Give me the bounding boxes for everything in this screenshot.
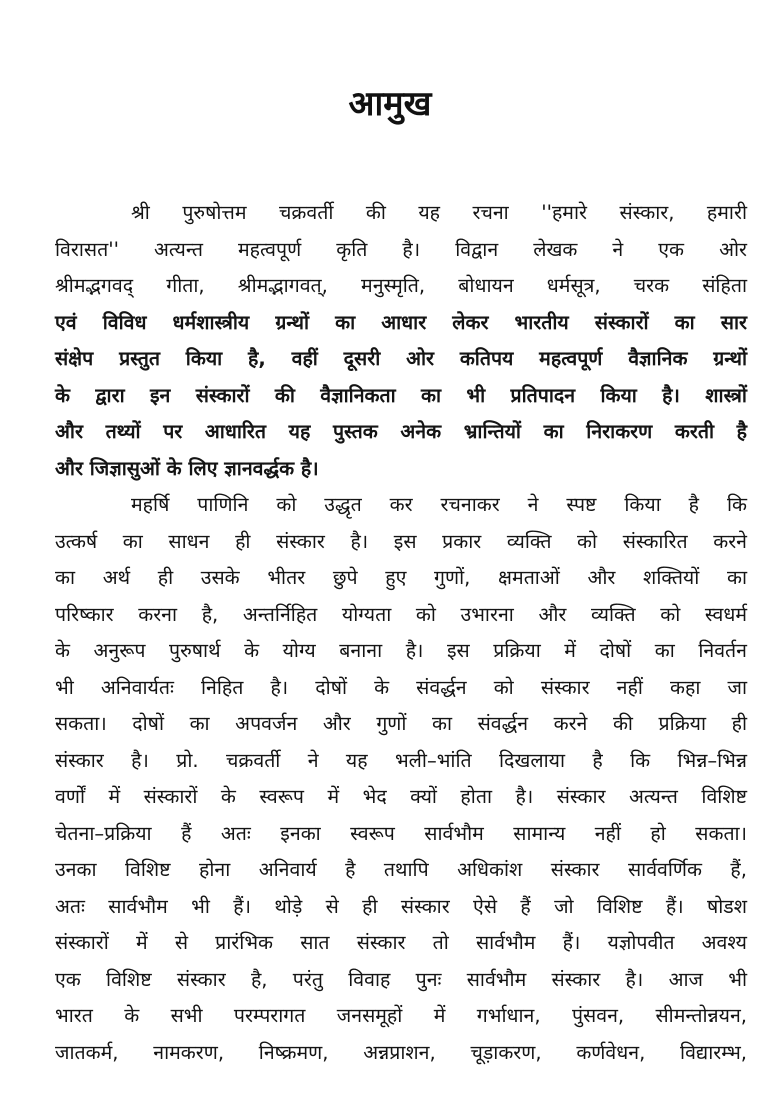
text-line: चेतना–प्रक्रिया हैं अतः इनका स्वरूप सार्वभौम सामान्य नहीं हो सकता।: [55, 821, 747, 845]
text-line: महर्षि पाणिनि को उद्धृत कर रचनाकर ने स्पष्ट किया है कि: [131, 493, 747, 516]
text-line: संस्कार है। प्रो. चक्रवर्ती ने यह भली–भांति दिखलाया है कि भिन्न–भिन्न: [55, 748, 747, 772]
text-line: एक विशिष्ट संस्कार है, परंतु विवाह पुनः सार्वभौम संस्कार है। आज भी: [55, 967, 747, 991]
text-line: अतः सार्वभौम भी हैं। थोड़े से ही संस्कार ऐसे हैं जो विशिष्ट हैं। षोडश: [55, 894, 747, 918]
text-line: सकता। दोषों का अपवर्जन और गुणों का संवर्द्धन करने की प्रक्रिया ही: [55, 712, 747, 735]
preface-body: [55, 195, 747, 1071]
text-line: भी अनिवार्यतः निहित है। दोषों के संवर्द्धन को संस्कार नहीं कहा जा: [55, 675, 747, 699]
text-line: के द्वारा इन संस्कारों की वैज्ञानिकता का भी प्रतिपादन किया है। शास्त्रों: [55, 383, 747, 407]
text-line: संस्कारों में से प्रारंभिक सात संस्कार तो सार्वभौम हैं। यज्ञोपवीत अवश्य: [55, 931, 747, 954]
text-line: परिष्कार करना है, अन्तर्निहित योग्यता को उभारना और व्यक्ति को स्वधर्म: [55, 602, 747, 626]
text-line: भारत के सभी परम्परागत जनसमूहों में गर्भाधान, पुंसवन, सीमन्तोन्नयन,: [55, 1004, 747, 1027]
text-line: उनका विशिष्ट होना अनिवार्य है तथापि अधिकांश संस्कार सार्ववर्णिक हैं,: [55, 858, 747, 881]
text-line: जातकर्म, नामकरण, निष्क्रमण, अन्नप्राशन, चूड़ाकरण, कर्णवेधन, विद्यारम्भ,: [55, 1040, 747, 1064]
text-line: और तथ्यों पर आधारित यह पुस्तक अनेक भ्रान्तियों का निराकरण करती है: [55, 420, 747, 443]
text-line: और जिज्ञासुओं के लिए ज्ञानवर्द्धक है।: [55, 456, 319, 480]
text-line: श्री पुरुषोत्तम चक्रवर्ती की यह रचना ''हमारे संस्कार, हमारी: [131, 201, 747, 224]
text-line: विरासत'' अत्यन्त महत्वपूर्ण कृति है। विद्वान लेखक ने एक ओर: [55, 237, 747, 261]
text-line: के अनुरूप पुरुषार्थ के योग्य बनाना है। इस प्रक्रिया में दोषों का निवर्तन: [55, 639, 747, 662]
text-line: श्रीमद्भगवद् गीता, श्रीमद्भागवत्, मनुस्मृति, बोधायन धर्मसूत्र, चरक संहिता: [55, 274, 747, 297]
text-line: का अर्थ ही उसके भीतर छुपे हुए गुणों, क्षमताओं और शक्तियों का: [55, 566, 747, 589]
text-line: वर्णों में संस्कारों के स्वरूप में भेद क्यों होता है। संस्कार अत्यन्त विशिष्ट: [55, 785, 747, 808]
text-line: संक्षेप प्रस्तुत किया है, वहीं दूसरी ओर कतिपय महत्वपूर्ण वैज्ञानिक ग्रन्थों: [55, 347, 747, 370]
page-title: आमुख: [348, 84, 432, 124]
text-line: उत्कर्ष का साधन ही संस्कार है। इस प्रकार व्यक्ति को संस्कारित करने: [55, 529, 747, 553]
text-line: एवं विविध धर्मशास्त्रीय ग्रन्थों का आधार लेकर भारतीय संस्कारों का सार: [55, 310, 747, 334]
